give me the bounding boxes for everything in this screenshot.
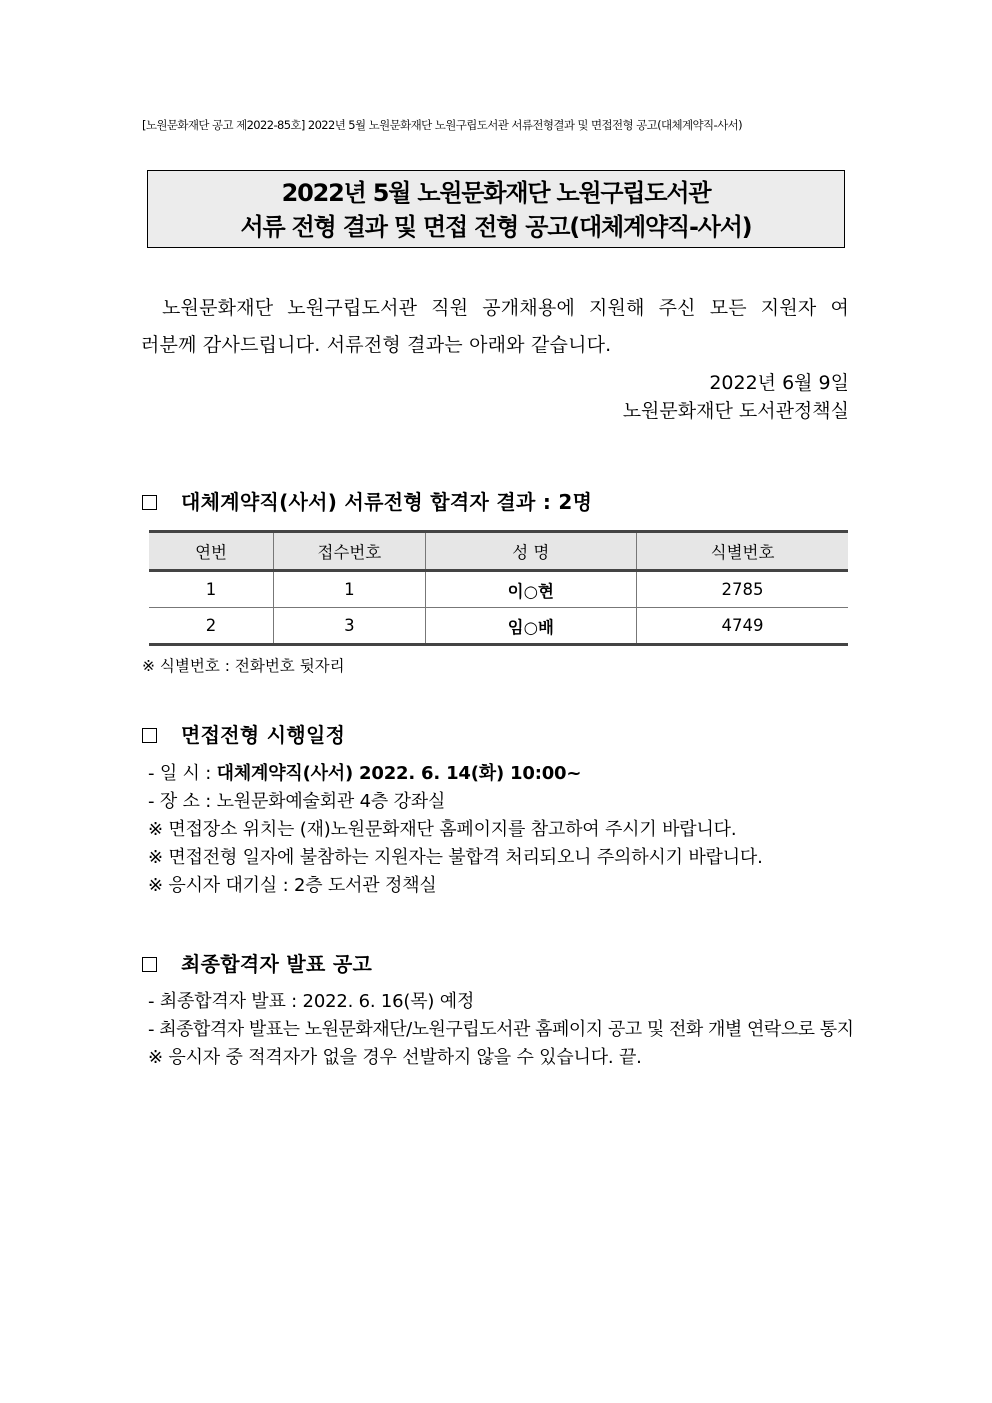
table-cell: 1 bbox=[149, 571, 274, 608]
section-3-heading bbox=[142, 948, 372, 977]
table-cell: 2 bbox=[149, 608, 274, 645]
interview-place-line: - 장 소 : 노원문화예술회관 4층 강좌실 bbox=[148, 791, 446, 812]
section-1-heading-text: 대체계약직(사서) 서류전형 합격자 결과 : 2명 bbox=[181, 490, 593, 514]
intro-line-2: 러분께 감사드립니다. 서류전형 결과는 아래와 같습니다. bbox=[141, 334, 612, 356]
title-line-1: 2022년 5월 노원문화재단 노원구립도서관 bbox=[281, 179, 711, 207]
table-cell: 4749 bbox=[637, 608, 848, 645]
result-table bbox=[149, 530, 848, 646]
table-row bbox=[149, 571, 848, 608]
table-cell: 1 bbox=[274, 571, 426, 608]
table-cell: 이○현 bbox=[425, 571, 636, 608]
section-2-heading bbox=[142, 719, 345, 748]
identification-note: ※ 식별번호 : 전화번호 뒷자리 bbox=[142, 657, 345, 675]
section-3-heading-text: 최종합격자 발표 공고 bbox=[181, 952, 373, 976]
title-box bbox=[147, 170, 845, 248]
interview-note-3: ※ 응시자 대기실 : 2층 도서관 정책실 bbox=[148, 875, 437, 896]
table-row bbox=[149, 608, 848, 645]
table-cell: 임○배 bbox=[425, 608, 636, 645]
table-header-cell: 접수번호 bbox=[274, 532, 426, 571]
final-result-line-3: ※ 응시자 중 적격자가 없을 경우 선발하지 않을 수 있습니다. 끝. bbox=[148, 1047, 642, 1068]
checkbox-square-icon bbox=[142, 728, 157, 743]
table-header-cell: 연번 bbox=[149, 532, 274, 571]
organization-name: 노원문화재단 도서관정책실 bbox=[622, 400, 849, 422]
interview-date-line bbox=[148, 759, 581, 785]
section-2-heading-text: 면접전형 시행일정 bbox=[181, 723, 346, 747]
interview-date-label: - 일 시 : bbox=[148, 763, 217, 784]
intro-line-1: 노원문화재단 노원구립도서관 직원 공개채용에 지원해 주신 모든 지원자 여 bbox=[162, 297, 849, 319]
interview-note-1: ※ 면접장소 위치는 (재)노원문화재단 홈페이지를 참고하여 주시기 바랍니다. bbox=[148, 819, 737, 840]
table-header-row bbox=[149, 532, 848, 571]
section-1-heading bbox=[142, 486, 592, 515]
checkbox-square-icon bbox=[142, 957, 157, 972]
intro-paragraph bbox=[141, 290, 849, 364]
table-cell: 3 bbox=[274, 608, 426, 645]
interview-date-value: 대체계약직(사서) 2022. 6. 14(화) 10:00~ bbox=[216, 763, 582, 784]
document-header-line: [노원문화재단 공고 제2022-85호] 2022년 5월 노원문화재단 노원구립도서관 서류전형결과 및 면접전형 공고(대체계약직-사서) bbox=[142, 118, 742, 132]
final-result-line-1: - 최종합격자 발표 : 2022. 6. 16(목) 예정 bbox=[148, 991, 475, 1012]
table-header-cell: 식별번호 bbox=[637, 532, 848, 571]
checkbox-square-icon bbox=[142, 495, 157, 510]
final-result-line-2: - 최종합격자 발표는 노원문화재단/노원구립도서관 홈페이지 공고 및 전화 개별 연락으로 통지 bbox=[148, 1019, 854, 1040]
table-header-cell: 성 명 bbox=[425, 532, 636, 571]
interview-note-2: ※ 면접전형 일자에 불참하는 지원자는 불합격 처리되오니 주의하시기 바랍니다. bbox=[148, 847, 763, 868]
announcement-date: 2022년 6월 9일 bbox=[709, 372, 849, 394]
title-line-2: 서류 전형 결과 및 면접 전형 공고(대체계약직-사서) bbox=[240, 213, 752, 241]
table-cell: 2785 bbox=[637, 571, 848, 608]
